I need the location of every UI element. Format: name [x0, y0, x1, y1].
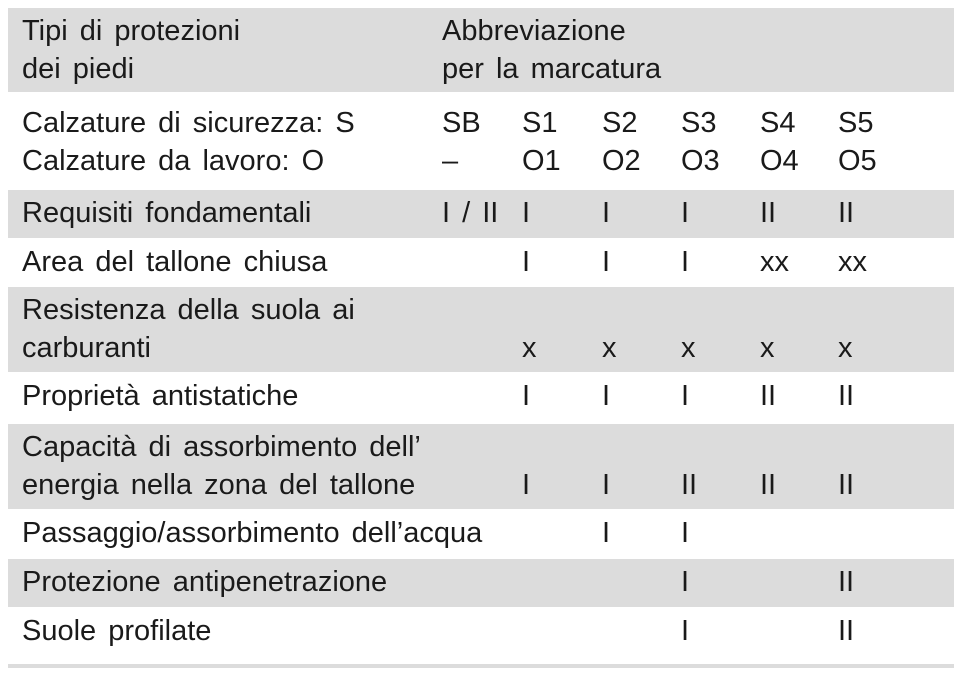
- work-footwear-label: Calzature da lavoro: O: [22, 145, 325, 177]
- s1-value: I: [522, 469, 531, 501]
- s4-value: xx: [760, 246, 789, 278]
- s1-value: x: [522, 332, 537, 364]
- s5-value: II: [838, 197, 855, 229]
- s2-value: I: [602, 246, 611, 278]
- work-code: O1: [522, 145, 561, 177]
- requirement-label: Resistenza della suola ai: [22, 294, 355, 326]
- s3-value: I: [681, 615, 690, 647]
- s5-value: x: [838, 332, 853, 364]
- s2-value: I: [602, 469, 611, 501]
- requirement-label: carburanti: [22, 332, 151, 364]
- header-abbreviation-line2: per la marcatura: [442, 53, 662, 85]
- work-code: O3: [681, 145, 720, 177]
- safety-code: S3: [681, 107, 717, 139]
- safety-code: S1: [522, 107, 558, 139]
- bottom-divider: [8, 664, 954, 668]
- category-row: [8, 92, 954, 190]
- safety-code: S5: [838, 107, 874, 139]
- s2-value: I: [602, 197, 611, 229]
- s5-value: II: [838, 615, 855, 647]
- s4-value: II: [760, 469, 777, 501]
- requirement-label: energia nella zona del tallone: [22, 469, 416, 501]
- work-code: O2: [602, 145, 641, 177]
- s3-value: I: [681, 380, 690, 412]
- s3-value: I: [681, 246, 690, 278]
- requirement-label: Area del tallone chiusa: [22, 246, 328, 278]
- safety-code: S4: [760, 107, 796, 139]
- requirement-label: Protezione antipenetrazione: [22, 566, 388, 598]
- requirement-label: Requisiti fondamentali: [22, 197, 312, 229]
- s1-value: I: [522, 246, 531, 278]
- s5-value: II: [838, 469, 855, 501]
- table-row: [8, 559, 954, 607]
- footwear-protection-table: [8, 8, 954, 659]
- s5-value: II: [838, 380, 855, 412]
- safety-code: S2: [602, 107, 638, 139]
- s4-value: II: [760, 380, 777, 412]
- s1-value: I: [522, 380, 531, 412]
- s2-value: x: [602, 332, 617, 364]
- table-row: [8, 509, 954, 559]
- s2-value: I: [602, 380, 611, 412]
- table-row: [8, 607, 954, 659]
- table-row: [8, 238, 954, 287]
- table-row: [8, 190, 954, 238]
- safety-footwear-label: Calzature di sicurezza: S: [22, 107, 355, 139]
- table-row: [8, 424, 954, 509]
- table-row: [8, 372, 954, 424]
- s4-value: II: [760, 197, 777, 229]
- s3-value: II: [681, 469, 698, 501]
- s5-value: xx: [838, 246, 867, 278]
- header-protection-type-line2: dei piedi: [22, 53, 135, 85]
- header-abbreviation-line1: Abbreviazione: [442, 15, 626, 47]
- s5-value: II: [838, 566, 855, 598]
- s3-value: I: [681, 197, 690, 229]
- work-code: O5: [838, 145, 877, 177]
- header-protection-type-line1: Tipi di protezioni: [22, 15, 241, 47]
- s3-value: x: [681, 332, 696, 364]
- requirement-label: Passaggio/assorbimento dell’acqua: [22, 517, 483, 549]
- s4-value: x: [760, 332, 775, 364]
- requirement-label: Proprietà antistatiche: [22, 380, 299, 412]
- s1-value: I: [522, 197, 531, 229]
- requirement-label: Suole profilate: [22, 615, 212, 647]
- s3-value: I: [681, 566, 690, 598]
- s2-value: I: [602, 517, 611, 549]
- sb-value: I / II: [442, 197, 499, 229]
- safety-code: SB: [442, 107, 481, 139]
- header-row: [8, 8, 954, 92]
- table-row: [8, 287, 954, 372]
- work-code: –: [442, 145, 459, 177]
- s3-value: I: [681, 517, 690, 549]
- work-code: O4: [760, 145, 799, 177]
- requirement-label: Capacità di assorbimento dell’: [22, 431, 421, 463]
